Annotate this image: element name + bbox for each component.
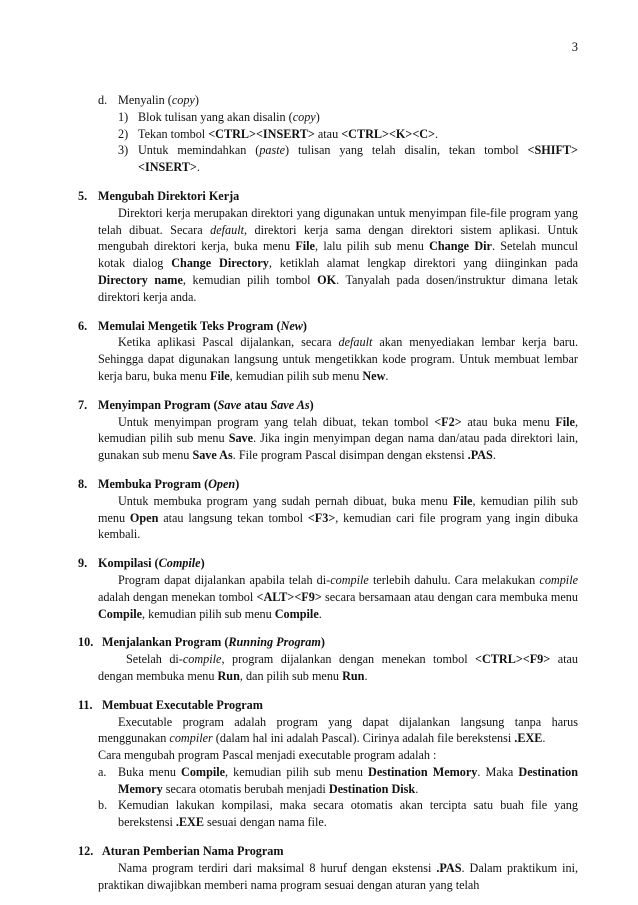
section-paragraph: Untuk membuka program yang sudah pernah dibuat, buka menu File, kemudian pilih sub menu Open atau langsung tekan tombol <F3>, kemudian cari file program yang ingin dibuka kembali. <box>98 493 579 542</box>
document-body <box>78 92 578 905</box>
item-title: Menyalin <box>118 93 165 107</box>
list-item: 3) Untuk memindahkan (paste) tulisan yang telah disalin, tekan tombol <SHIFT><INSERT>. <box>118 143 578 175</box>
section-paragraph: Direktori kerja merupakan direktori yang digunakan untuk menyimpan file-file program yang telah dibuat. Secara default, direktori kerja sama dengan direktori sistem aplikasi. Untuk mengubah direktori kerja, buka menu File, lalu pilih sub menu Change Dir. Setelah muncul kotak dialog Change Directory, ketiklah alamat lengkap direktori yang diinginkan pada Directory name, kemudian pilih tombol OK. Tanyalah pada dosen/instruktur dimana letak direktori kerja anda. <box>98 205 578 304</box>
list-item: a. Buka menu Compile, kemudian pilih sub menu Destination Memory. Maka Destination Memory secara otomatis berubah menjadi Destination Disk. <box>98 764 578 796</box>
section-paragraph: Ketika aplikasi Pascal dijalankan, secara default akan menyediakan lembar kerja baru. Sehingga dapat digunakan langsung untuk mengetikkan kode program. Untuk membuat lembar kerja baru, buka menu File, kemudian pilih sub menu New. <box>98 335 579 383</box>
section-5 <box>78 188 578 306</box>
section-12 <box>78 843 578 893</box>
section-heading: 7. Menyimpan Program (Save atau Save As) <box>78 397 314 412</box>
section-heading: 12. Aturan Pemberian Nama Program <box>78 844 284 859</box>
item-title-em: copy <box>171 93 195 107</box>
list-item: 2) Tekan tombol <CTRL><INSERT> atau <CTRL><K><C>. <box>118 126 439 141</box>
item-d-heading: d. Menyalin (copy) <box>98 93 199 107</box>
section-7 <box>78 397 578 464</box>
section-paragraph: Executable program adalah program yang dapat dijalankan langsung tanpa harus menggunakan compiler (dalam hal ini adalah Pascal). Cirinya adalah file berekstensi .EXE. <box>98 714 578 746</box>
section-paragraph: Setelah di-compile, program dijalankan dengan menekan tombol <CTRL><F9> atau dengan membuka menu Run, dan pilih sub menu Run. <box>98 652 578 683</box>
section-11 <box>78 697 578 831</box>
section-paragraph: Cara mengubah program Pascal menjadi executable program adalah : <box>98 748 437 763</box>
section-8 <box>78 476 578 543</box>
section-10 <box>78 634 578 684</box>
section-6 <box>78 318 578 385</box>
list-item: b. Kemudian lakukan kompilasi, maka secara otomatis akan tercipta satu buah file yang berekstensi .EXE sesuai dengan nama file. <box>98 798 578 830</box>
section-heading: 5. Mengubah Direktori Kerja <box>78 188 240 203</box>
item-label: d. <box>98 93 108 107</box>
page-number: 3 <box>571 40 578 54</box>
section-heading: 11. Membuat Executable Program <box>78 697 263 712</box>
section-heading: 6. Memulai Mengetik Teks Program (New) <box>78 318 307 333</box>
list-item: 1) Blok tulisan yang akan disalin (copy) <box>118 109 320 124</box>
section-paragraph: Untuk menyimpan program yang telah dibuat, tekan tombol <F2> atau buka menu File, kemudian pilih sub menu Save. Jika ingin menyimpan degan nama dan/atau pada direktori lain, gunakan sub menu Save As. File program Pascal disimpan dengan ekstensi .PAS. <box>98 414 578 463</box>
section-9 <box>78 555 578 622</box>
section-heading: 10. Menjalankan Program (Running Program) <box>78 635 325 650</box>
section-heading: 9. Kompilasi (Compile) <box>78 556 205 571</box>
section-copy <box>78 92 578 176</box>
section-heading: 8. Membuka Program (Open) <box>78 476 240 491</box>
section-paragraph: Program dapat dijalankan apabila telah di-compile terlebih dahulu. Cara melakukan compile adalah dengan menekan tombol <ALT><F9> secara bersamaan atau dengan cara membuka menu Compile, kemudian pilih sub menu Compile. <box>98 572 578 621</box>
section-paragraph: Nama program terdiri dari maksimal 8 huruf dengan ekstensi .PAS. Dalam praktikum ini, praktikan diwajibkan memberi nama program sesuai dengan aturan yang telah <box>98 860 578 892</box>
